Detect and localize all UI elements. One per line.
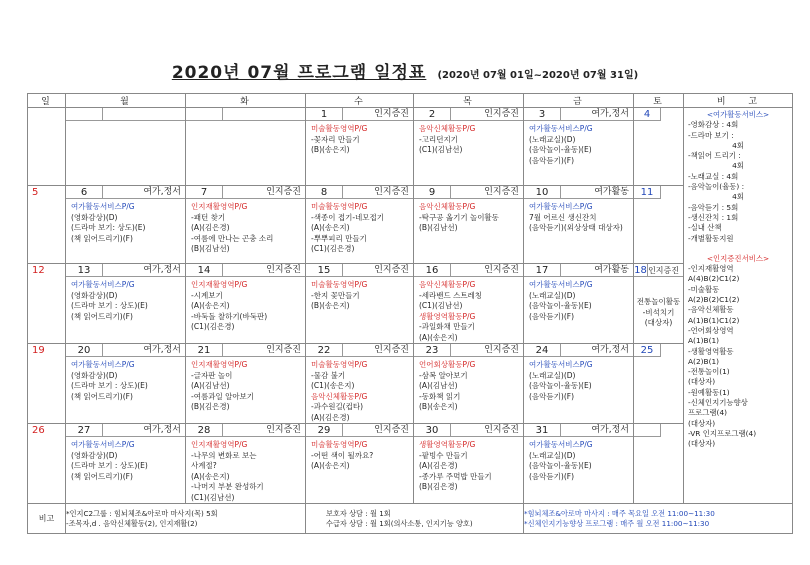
day-activities (186, 121, 305, 124)
sunday-cell (28, 424, 66, 504)
day-number: 24 (524, 344, 561, 357)
day-category: 인지증진 (223, 424, 305, 437)
day-cell (524, 108, 634, 186)
day-cell (66, 186, 186, 264)
activity-line: (A)(송은지) (191, 301, 230, 310)
activity-line: (음악듣기)(F) (529, 155, 574, 165)
activity-line: 전통놀이활동 (636, 297, 681, 306)
note-line: -음악신체활동 (688, 305, 734, 315)
note-line: <여가활동서비스> (706, 110, 770, 119)
day-category: 여가,정서 (103, 344, 185, 357)
day-number: 22 (306, 344, 343, 357)
day-activities (524, 277, 633, 322)
day-activities (524, 357, 633, 402)
day-activities (66, 277, 185, 322)
activity-line: (음악듣기)(F) (529, 391, 574, 401)
activity-line: (노래교실)(D) (529, 450, 576, 460)
note-line: -전통놀이(1) (688, 367, 730, 377)
activity-line: (책 읽어드리기)(F) (71, 233, 133, 243)
activity-line: -색종이 접기-네모접기 (311, 212, 385, 222)
day-number: 21 (186, 344, 223, 357)
activity-line: (드라마 보기 : 상도)(E) (71, 301, 148, 310)
day-category: 인지증진 (648, 264, 683, 277)
day-number: 29 (306, 424, 343, 437)
day-category: 인지증진 (451, 186, 523, 199)
note-line: 프로그램(4) (688, 408, 728, 418)
day-category: 인지증진 (451, 344, 523, 357)
day-activities (66, 121, 185, 124)
week-row (28, 424, 793, 504)
activity-line: 미술활동영역P/G (311, 202, 368, 211)
day-category: 여가,정서 (103, 264, 185, 277)
day-cell (524, 264, 634, 344)
note-line: A(2)B(2)C1(2) (688, 295, 740, 305)
note-line: -생신잔치 : 1회 (688, 212, 739, 222)
day-number: 19 (32, 345, 45, 356)
day-activities (634, 287, 683, 329)
footer-text: *힘뇌체조&아로마 마사지 : 매주 목요일 오전 11:00~11:30 (524, 509, 715, 518)
day-cell (306, 424, 414, 504)
activity-line: 미술활동영역P/G (311, 360, 368, 369)
activity-line: (B)(김은경) (419, 482, 458, 491)
footer-note-2 (306, 504, 524, 534)
activity-line: 음악신체활동P/G (311, 391, 368, 401)
activity-line: (책 읽어드리기)(F) (71, 311, 133, 321)
activity-line: (음악놀이-율동)(E) (529, 145, 592, 154)
day-number: 9 (414, 186, 451, 199)
day-category: 인지증진 (223, 186, 305, 199)
day-category: 인지증진 (451, 108, 523, 121)
notes-column (684, 108, 793, 504)
day-category: 인지증진 (451, 424, 523, 437)
activity-line: -여름과일 알아보기 (191, 391, 255, 401)
saturday-cell (634, 108, 684, 186)
activity-line: (A)(김은경) (191, 223, 230, 232)
weekday-header-row (28, 94, 793, 108)
day-cell (306, 186, 414, 264)
note-line: -음악듣기 : 5회 (688, 202, 739, 212)
day-number: 20 (66, 344, 103, 357)
footer-row (28, 504, 793, 534)
day-number: 27 (66, 424, 103, 437)
activity-line: 언어회상활동P/G (419, 360, 476, 369)
day-category: 여가활동 (561, 264, 633, 277)
activity-line: (음악듣기)(외상상태 대상자) (529, 223, 623, 232)
day-number: 26 (32, 425, 45, 436)
activity-line: -비석치기 (642, 307, 675, 317)
activity-line: (B)(송은지) (311, 145, 350, 154)
activity-line: (B)(김은경) (191, 402, 230, 411)
day-activities (414, 121, 523, 156)
note-line: (대상자) (688, 418, 716, 428)
activity-line: (책 읽어드리기)(F) (71, 471, 133, 481)
activity-line: 인지재활영역P/G (191, 280, 248, 289)
activity-line: (A)(송은지) (419, 332, 458, 342)
day-number: 4 (634, 108, 661, 121)
day-category: 여가,정서 (561, 344, 633, 357)
note-line: -인지재활영역 (688, 264, 734, 274)
sunday-cell (28, 264, 66, 344)
sunday-cell (28, 344, 66, 424)
weekday-sun: 일 (28, 94, 66, 108)
activity-line: (노래교실)(D) (529, 370, 576, 380)
activity-line: -동화책 읽기 (419, 391, 461, 401)
day-category (223, 108, 305, 121)
activity-line: -한지 꽃만들기 (311, 290, 360, 300)
activity-line: -팥빙수 만들기 (419, 450, 468, 460)
activity-line: 미술활동영역P/G (311, 440, 368, 449)
note-line: (대상자) (688, 377, 716, 387)
activity-line: (B)(송은지) (419, 402, 458, 411)
note-line: -생활영역활동 (688, 346, 734, 356)
activity-line: -종가루 주먹밥 만들기 (419, 471, 492, 481)
activity-line: -여름에 만나는 곤충 소리 (191, 233, 274, 243)
day-category: 여가,정서 (561, 108, 633, 121)
day-number: 7 (186, 186, 223, 199)
day-activities (524, 121, 633, 166)
page-title: 2020년 07월 프로그램 일정표 (171, 63, 427, 83)
note-line: A(1)B(1) (688, 336, 720, 346)
activity-line: (A)(김은경) (311, 412, 350, 422)
activity-line: (C1)(송은지) (311, 381, 355, 390)
activity-line: -뿌뿌피리 만들기 (311, 233, 367, 243)
activity-line: (드라마 보기: 상도)(E) (71, 223, 146, 232)
day-cell (66, 108, 186, 186)
day-number: 10 (524, 186, 561, 199)
activity-line: -글자판 놀이 (191, 370, 233, 380)
week-row (28, 344, 793, 424)
activity-line: (영화감상)(D) (71, 212, 118, 222)
day-number: 3 (524, 108, 561, 121)
note-line: 4회 (732, 161, 744, 171)
schedule-table (27, 93, 793, 534)
note-line: <인지증진서비스> (706, 253, 770, 263)
day-activities (186, 357, 305, 413)
activity-line: 미술활동영역P/G (311, 280, 368, 289)
activity-line: (음악놀이-율동)(E) (529, 461, 592, 470)
day-activities (524, 199, 633, 234)
footer-text: *인지C2그룹 : 힘뇌체조&아로마 마사지(목) 5회 (66, 509, 218, 518)
note-line: -원예활동(1) (688, 387, 730, 397)
day-number: 8 (306, 186, 343, 199)
note-line: -영화감상 : 4회 (688, 120, 739, 130)
day-cell (186, 186, 306, 264)
week-row (28, 186, 793, 264)
note-line: -언어회상영역 (688, 325, 734, 335)
activity-line: (B)(김남선) (419, 223, 458, 232)
activity-line: -나머지 부분 완성하기 (191, 482, 264, 491)
day-number: 17 (524, 264, 561, 277)
activity-line: 사계절? (191, 461, 217, 470)
day-category: 여가,정서 (103, 424, 185, 437)
saturday-cell (634, 344, 684, 424)
note-line: -개별활동지원 (688, 233, 734, 243)
footer-note-3 (524, 504, 793, 534)
day-activities (186, 277, 305, 333)
day-cell (524, 344, 634, 424)
day-cell (414, 264, 524, 344)
sunday-cell (28, 186, 66, 264)
activity-line: 여가활동서비스P/G (529, 360, 593, 369)
activity-line: (드라마 보기 : 상도)(E) (71, 461, 148, 470)
activity-line: 미술활동영역P/G (311, 124, 368, 133)
note-line: 4회 (732, 192, 744, 202)
day-number: 11 (634, 186, 661, 199)
day-category: 인지증진 (223, 344, 305, 357)
day-cell (524, 186, 634, 264)
activity-line: (A)(송은지) (191, 471, 230, 481)
activity-line: 여가활동서비스P/G (71, 280, 135, 289)
day-cell (66, 424, 186, 504)
activity-line: -삼복 알아보기 (419, 370, 468, 380)
note-line (688, 244, 788, 254)
day-number: 6 (66, 186, 103, 199)
activity-line: (노래교실)(D) (529, 134, 576, 144)
footer-label: 비고 (28, 504, 66, 534)
day-number (186, 108, 223, 121)
activity-line: (A)(김남선) (191, 381, 230, 390)
note-line: -실내 산책 (688, 223, 722, 233)
activity-line: (B)(김남선) (191, 244, 230, 253)
activity-line: (음악놀이-율동)(E) (529, 381, 592, 390)
day-number: 25 (634, 344, 661, 357)
activity-line: -세라밴드 스트레칭 (419, 290, 483, 300)
note-line: -책읽어 드리기 : (688, 151, 741, 161)
day-number: 15 (306, 264, 343, 277)
day-cell (414, 186, 524, 264)
activity-line: (C1)(김남선) (419, 145, 463, 154)
day-activities (306, 199, 413, 255)
day-category: 인지증진 (343, 264, 413, 277)
note-line: 4회 (732, 140, 744, 150)
activity-line: -패턴 찾기 (191, 212, 226, 222)
activity-line: (C1)(김남선) (419, 301, 463, 310)
saturday-cell (634, 264, 684, 344)
activity-line: 여가활동서비스P/G (529, 280, 593, 289)
note-line: -신체인지기능향상 (688, 398, 748, 408)
note-line: -음악놀이(율동) : (688, 182, 745, 192)
day-category: 여가,정서 (561, 424, 633, 437)
activity-line: (B)(송은지) (311, 301, 350, 310)
day-number: 16 (414, 264, 451, 277)
weekday-fri: 금 (524, 94, 634, 108)
note-line: -노래교실 : 4회 (688, 171, 739, 181)
activity-line: (C1)(김은경) (311, 244, 355, 253)
day-cell (186, 424, 306, 504)
day-number: 28 (186, 424, 223, 437)
day-activities (306, 357, 413, 423)
day-number: 14 (186, 264, 223, 277)
activity-line: (영화감상)(D) (71, 450, 118, 460)
activity-line: -꽃자리 만들기 (311, 134, 360, 144)
note-line: -미술활동 (688, 284, 720, 294)
day-number: 2 (414, 108, 451, 121)
day-number (634, 424, 661, 437)
footer-text: 보호자 상담 : 월 1회 (326, 509, 391, 518)
note-line: A(4)B(2)C1(2) (688, 274, 740, 284)
activity-line: 여가활동서비스P/G (529, 202, 593, 211)
activity-line: (A)(송은지) (311, 461, 350, 470)
activity-line: 음악신체활동P/G (419, 202, 476, 211)
activity-line: 인지재활영역P/G (191, 360, 248, 369)
day-cell (186, 264, 306, 344)
day-number: 31 (524, 424, 561, 437)
activity-line: -나무의 변화로 보는 (191, 450, 257, 460)
day-category: 인지증진 (343, 108, 413, 121)
activity-line: 음악신체활동P/G (419, 124, 476, 133)
footer-text: *신체인지기능향상 프로그램 : 매주 월 오전 11:00~11:30 (524, 518, 710, 528)
day-number (28, 108, 65, 121)
day-cell (306, 108, 414, 186)
day-activities (186, 199, 305, 255)
activity-line: 인지재활영역P/G (191, 202, 248, 211)
note-line: A(1)B(1)C1(2) (688, 315, 740, 325)
day-category: 인지증진 (343, 344, 413, 357)
activity-line: -과수원길(컵타) (311, 402, 364, 411)
activity-line: (영화감상)(D) (71, 290, 118, 300)
day-cell (414, 108, 524, 186)
activity-line: -과일화채 만들기 (419, 322, 475, 331)
footer-text: -조목자,d . 음악신체활동(2), 인지재활(2) (66, 518, 198, 528)
activity-line: -탁구공 옮기기 놀이활동 (419, 212, 499, 222)
activity-line: 생활영역활동P/G (419, 440, 476, 449)
activity-line: (대상자) (644, 318, 673, 327)
weekday-sat: 토 (634, 94, 684, 108)
activity-line: -고리던지기 (419, 134, 458, 144)
note-line: -드라마 보기 : (688, 130, 734, 140)
sunday-cell (28, 108, 66, 186)
day-activities (306, 121, 413, 156)
footer-text: 수급자 상담 : 월 1회(의사소통, 인지기능 양호) (326, 518, 473, 528)
activity-line: 여가활동서비스P/G (71, 360, 135, 369)
day-activities (306, 277, 413, 312)
saturday-cell (634, 424, 684, 504)
page-subtitle: (2020년 07월 01일~2020년 07월 31일) (437, 70, 639, 81)
day-number: 12 (32, 265, 45, 276)
day-number: 1 (306, 108, 343, 121)
weekday-mon: 월 (66, 94, 186, 108)
saturday-cell (634, 186, 684, 264)
day-number: 30 (414, 424, 451, 437)
day-number (66, 108, 103, 121)
weekday-notes: 비 고 (684, 94, 793, 108)
activity-line: (A)(김남선) (419, 381, 458, 390)
day-cell (414, 344, 524, 424)
day-cell (414, 424, 524, 504)
day-activities (66, 357, 185, 402)
day-activities (414, 437, 523, 493)
day-activities (66, 437, 185, 482)
day-cell (306, 344, 414, 424)
week-row (28, 264, 793, 344)
activity-line: (영화감상)(D) (71, 370, 118, 380)
day-cell (66, 264, 186, 344)
activity-line: -시계보기 (191, 290, 223, 300)
day-activities (186, 437, 305, 503)
activity-line: 여가활동서비스P/G (529, 124, 593, 133)
day-cell (306, 264, 414, 344)
day-cell (66, 344, 186, 424)
day-activities (306, 437, 413, 472)
activity-line: (드라마 보기 : 상도)(E) (71, 381, 148, 390)
day-category (103, 108, 185, 121)
day-category: 인지증진 (343, 424, 413, 437)
day-number: 5 (32, 187, 39, 198)
activity-line: (A)(송은지) (311, 223, 350, 232)
activity-line: -바둑돌 찰하기(바둑판) (191, 311, 268, 321)
day-cell (186, 108, 306, 186)
day-activities (524, 437, 633, 482)
day-category: 여가활동 (561, 186, 633, 199)
day-cell (186, 344, 306, 424)
day-category: 인지증진 (223, 264, 305, 277)
weekday-tue: 화 (186, 94, 306, 108)
day-cell (524, 424, 634, 504)
activity-line: 인지재활영역P/G (191, 440, 248, 449)
day-category: 여가,정서 (103, 186, 185, 199)
activity-line: (노래교실)(D) (529, 290, 576, 300)
activity-line: -어떤 색이 될까요? (311, 450, 374, 460)
activity-line: 음악신체활동P/G (419, 280, 476, 289)
note-line: (대상자) (688, 439, 716, 449)
day-activities (66, 199, 185, 244)
note-line: -VR 인지프로그램(4) (688, 428, 757, 438)
day-activities (414, 199, 523, 234)
activity-line: (음악놀이-율동)(E) (529, 301, 592, 310)
activity-line: 생활영역활동P/G (419, 311, 476, 321)
day-number: 18 (634, 265, 647, 276)
schedule-title-area (0, 58, 810, 83)
day-activities (414, 357, 523, 413)
day-category: 인지증진 (451, 264, 523, 277)
activity-line: 7월 어르신 생신잔치 (529, 212, 597, 222)
activity-line: (책 읽어드리기)(F) (71, 391, 133, 401)
activity-line: (C1)(김은경) (191, 322, 235, 331)
activity-line: (음악듣기)(F) (529, 471, 574, 481)
week-row (28, 108, 793, 186)
day-activities (414, 277, 523, 343)
footer-note-1 (66, 504, 306, 534)
activity-line: (C1)(김남선) (191, 492, 235, 502)
activity-line: 여가활동서비스P/G (71, 440, 135, 449)
weekday-wed: 수 (306, 94, 414, 108)
day-number: 23 (414, 344, 451, 357)
activity-line: (음악듣기)(F) (529, 311, 574, 321)
activity-line: 여가활동서비스P/G (71, 202, 135, 211)
weekday-thu: 목 (414, 94, 524, 108)
day-number: 13 (66, 264, 103, 277)
activity-line: (A)(김은경) (419, 461, 458, 470)
day-category: 인지증진 (343, 186, 413, 199)
note-line: A(2)B(1) (688, 356, 720, 366)
activity-line: -물감 불기 (311, 370, 346, 380)
activity-line: 여가활동서비스P/G (529, 440, 593, 449)
